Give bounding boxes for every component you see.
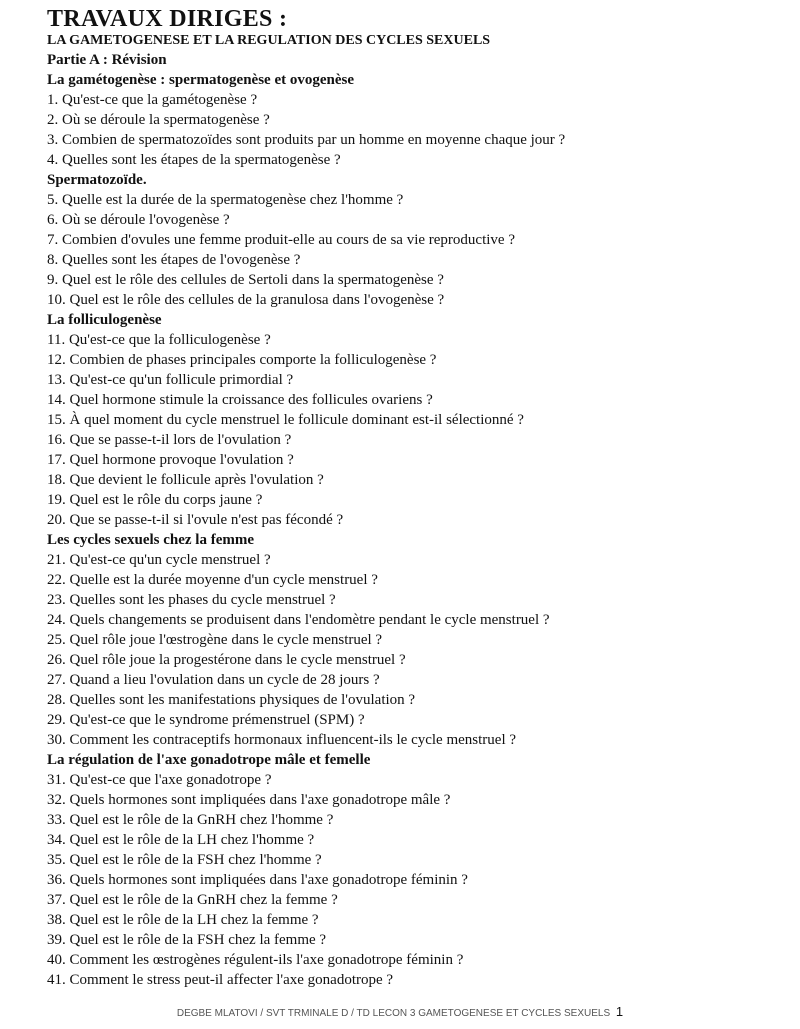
question-item: 9. Quel est le rôle des cellules de Sertoli dans la spermatogenèse ? [47, 272, 444, 288]
question-item: 12. Combien de phases principales comporte la folliculogenèse ? [47, 352, 437, 368]
question-item: 25. Quel rôle joue l'œstrogène dans le cycle menstruel ? [47, 632, 383, 648]
question-item: 23. Quelles sont les phases du cycle menstruel ? [47, 592, 336, 608]
question-item: 37. Quel est le rôle de la GnRH chez la femme ? [47, 892, 338, 908]
page-number: 1 [615, 1004, 624, 1019]
question-item: 40. Comment les œstrogènes régulent-ils l'axe gonadotrope féminin ? [47, 952, 464, 968]
question-item: 33. Quel est le rôle de la GnRH chez l'homme ? [47, 812, 334, 828]
question-item: 28. Quelles sont les manifestations physiques de l'ovulation ? [47, 692, 416, 708]
question-item: 1. Qu'est-ce que la gamétogenèse ? [47, 92, 258, 108]
question-item: 32. Quels hormones sont impliquées dans l'axe gonadotrope mâle ? [47, 792, 451, 808]
section-heading: La folliculogenèse [47, 312, 162, 328]
question-item: 11. Qu'est-ce que la folliculogenèse ? [47, 332, 271, 348]
question-item: 4. Quelles sont les étapes de la spermatogenèse ? [47, 152, 341, 168]
question-item: 27. Quand a lieu l'ovulation dans un cycle de 28 jours ? [47, 672, 380, 688]
question-item: 19. Quel est le rôle du corps jaune ? [47, 492, 263, 508]
question-item: 38. Quel est le rôle de la LH chez la femme ? [47, 912, 319, 928]
question-item: 21. Qu'est-ce qu'un cycle menstruel ? [47, 552, 271, 568]
section-heading: La gamétogenèse : spermatogenèse et ovogenèse [47, 72, 354, 88]
question-item: 18. Que devient le follicule après l'ovulation ? [47, 472, 324, 488]
question-item: 20. Que se passe-t-il si l'ovule n'est pas fécondé ? [47, 512, 344, 528]
question-item: 6. Où se déroule l'ovogenèse ? [47, 212, 230, 228]
question-item: 29. Qu'est-ce que le syndrome prémenstruel (SPM) ? [47, 712, 365, 728]
question-item: 39. Quel est le rôle de la FSH chez la femme ? [47, 932, 327, 948]
question-item: 14. Quel hormone stimule la croissance des follicules ovariens ? [47, 392, 433, 408]
question-item: 3. Combien de spermatozoïdes sont produits par un homme en moyenne chaque jour ? [47, 132, 566, 148]
question-item: 35. Quel est le rôle de la FSH chez l'homme ? [47, 852, 322, 868]
question-item: 31. Qu'est-ce que l'axe gonadotrope ? [47, 772, 272, 788]
document-title: TRAVAUX DIRIGES : [47, 6, 288, 32]
question-item: 17. Quel hormone provoque l'ovulation ? [47, 452, 294, 468]
question-item: 26. Quel rôle joue la progestérone dans le cycle menstruel ? [47, 652, 406, 668]
section-heading: Partie A : Révision [47, 52, 167, 68]
question-item: 5. Quelle est la durée de la spermatogenèse chez l'homme ? [47, 192, 404, 208]
question-item: 41. Comment le stress peut-il affecter l'axe gonadotrope ? [47, 972, 394, 988]
question-item: 22. Quelle est la durée moyenne d'un cycle menstruel ? [47, 572, 378, 588]
footer-text: DEGBE MLATOVI / SVT TRMINALE D / TD LECON 3 GAMETOGENESE ET CYCLES SEXUELS [176, 1008, 611, 1019]
question-item: 36. Quels hormones sont impliquées dans l'axe gonadotrope féminin ? [47, 872, 468, 888]
page-footer [0, 1004, 800, 1019]
section-heading: Spermatozoïde. [47, 172, 147, 188]
question-list [47, 50, 787, 990]
question-item: 10. Quel est le rôle des cellules de la granulosa dans l'ovogenèse ? [47, 292, 445, 308]
question-item: 15. À quel moment du cycle menstruel le follicule dominant est-il sélectionné ? [47, 412, 524, 428]
section-heading: La régulation de l'axe gonadotrope mâle et femelle [47, 752, 371, 768]
question-item: 13. Qu'est-ce qu'un follicule primordial ? [47, 372, 294, 388]
question-item: 2. Où se déroule la spermatogenèse ? [47, 112, 270, 128]
question-item: 30. Comment les contraceptifs hormonaux influencent-ils le cycle menstruel ? [47, 732, 517, 748]
document-subtitle: LA GAMETOGENESE ET LA REGULATION DES CYCLES SEXUELS [47, 33, 491, 48]
question-item: 34. Quel est le rôle de la LH chez l'homme ? [47, 832, 315, 848]
document-page [47, 6, 787, 990]
question-item: 7. Combien d'ovules une femme produit-elle au cours de sa vie reproductive ? [47, 232, 515, 248]
question-item: 16. Que se passe-t-il lors de l'ovulation ? [47, 432, 292, 448]
question-item: 24. Quels changements se produisent dans l'endomètre pendant le cycle menstruel ? [47, 612, 550, 628]
section-heading: Les cycles sexuels chez la femme [47, 532, 255, 548]
question-item: 8. Quelles sont les étapes de l'ovogenèse ? [47, 252, 301, 268]
